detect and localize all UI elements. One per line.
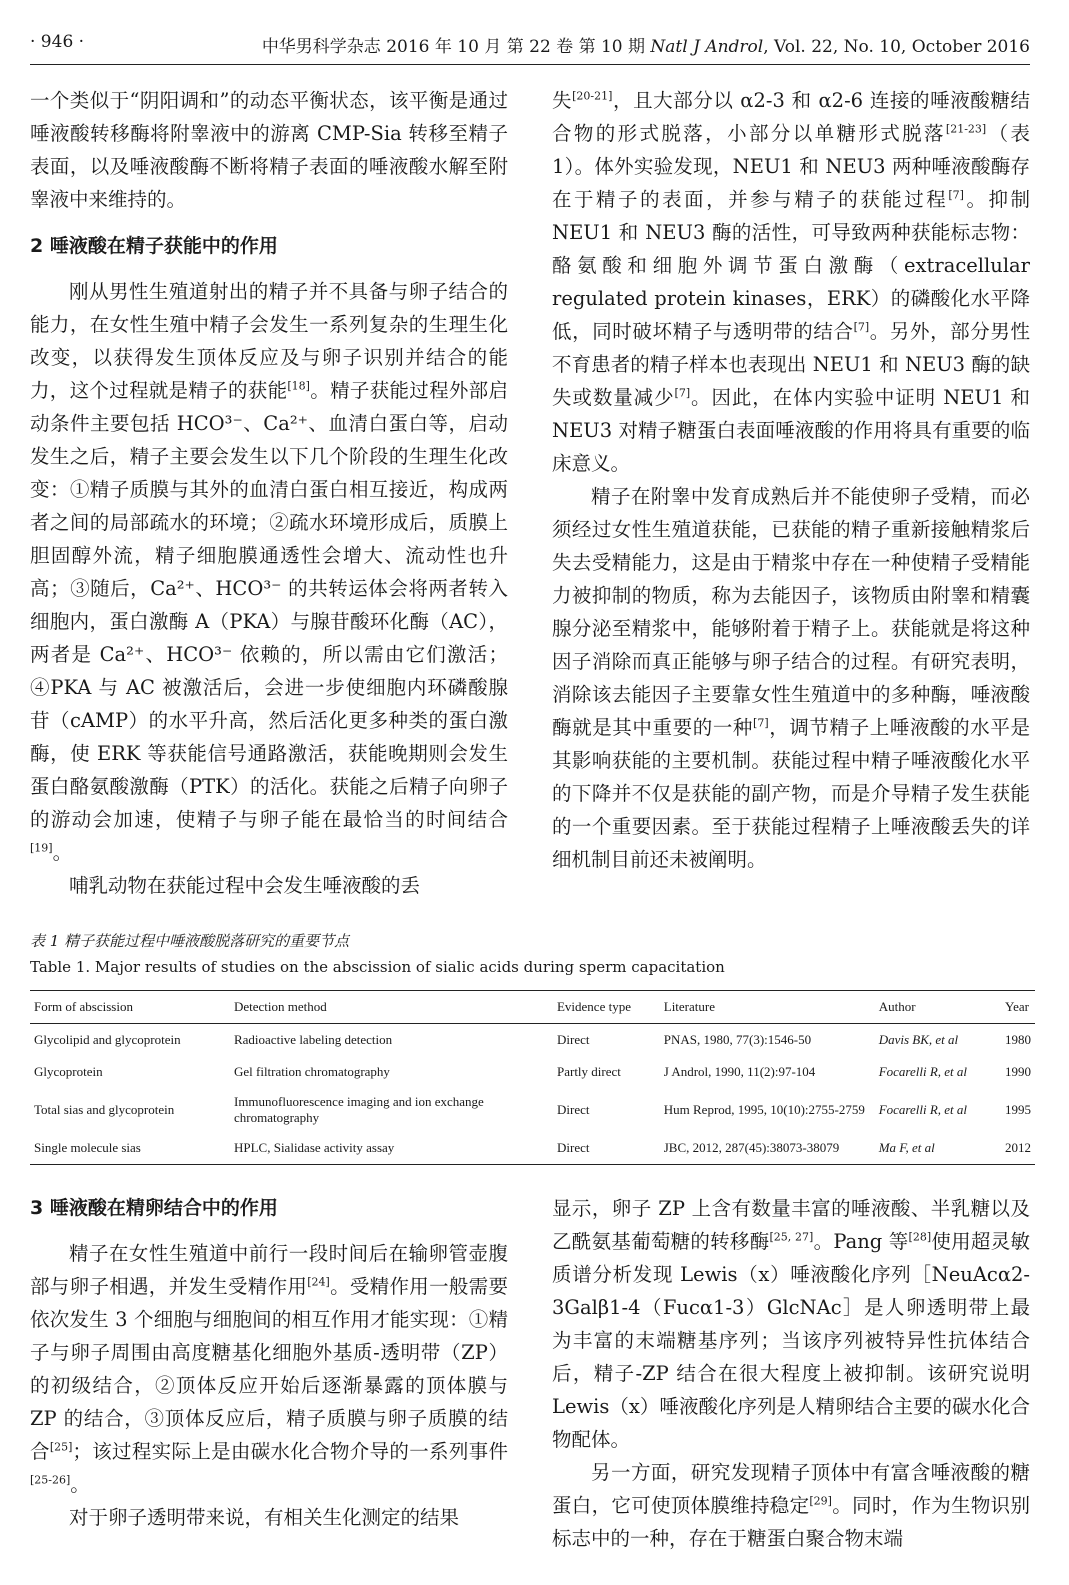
header-cell: Literature xyxy=(663,999,715,1014)
text: 显示，卵子 ZP 上含有数量丰富的唾液酸、半乳糖以及乙酰氨基葡萄糖的转移酶 xyxy=(552,1197,1030,1253)
table-caption-en: Table 1. Major results of studies on the abscission of sialic acids during sperm capacitation xyxy=(30,958,725,976)
cell: Direct xyxy=(556,1032,590,1047)
cell: 1990 xyxy=(1005,1064,1031,1079)
citation: [28] xyxy=(908,1230,932,1244)
text: 精子在附睾中发育成熟后并不能使卵子受精，而必须经过女性生殖道获能，已获能的精子重新接触精浆后失去受精能力，这是由于精浆中存在一种使精子受精能力被抑制的物质，称为去能因子，该物质由附睾和精囊腺分泌至精浆中，能够附着于精子上。获能就是将这种因子消除而真正能够与卵子结合的过程。有研究表明，消除该去能因子主要靠女性生殖道中的多种酶，唾液酸酶就是其中重要的一种 xyxy=(552,485,1030,739)
header-cell: Author xyxy=(878,999,916,1014)
text: 另一方面，研究发现精子顶体中有富含唾液酸的糖蛋白，它可使顶体膜维持稳定 xyxy=(552,1461,1030,1517)
citation: [25] xyxy=(49,1440,73,1454)
journal-citation xyxy=(262,32,1030,57)
text: 失 xyxy=(552,89,573,112)
text: 精子在女性生殖道中前行一段时间后在输卵管壶腹部与卵子相遇，并发生受精作用 xyxy=(30,1242,508,1298)
cell: Partly direct xyxy=(556,1064,621,1079)
header-cell: Year xyxy=(1005,999,1029,1014)
text: 。受精作用一般需要依次发生 3 个细胞与细胞间的相互作用才能实现：①精子与卵子周围由高度糖基化细胞外基质-透明带（ZP）的初级结合，②顶体反应开始后逐渐暴露的顶体膜与 ZP 的结合，③顶体反应后，精子质膜与卵子质膜的结合 xyxy=(30,1275,508,1463)
cell: JBC, 2012, 287(45):38073-38079 xyxy=(663,1140,840,1155)
citation: [21-23] xyxy=(945,122,987,136)
paragraph xyxy=(30,1237,508,1501)
cell: Glycolipid and glycoprotein xyxy=(34,1032,181,1047)
cell: J Androl, 1990, 11(2):97-104 xyxy=(663,1064,816,1079)
citation: [19] xyxy=(30,841,53,855)
text: 使用超灵敏质谱分析发现 Lewis（x）唾液酸化序列［NeuAcα2-3Galβ1-4（Fucα1-3）GlcNAc］是人卵透明带上最为丰富的末端糖基序列；当该序列被特异性抗体结合后，精子-ZP 结合在很大程度上被抑制。该研究说明 Lewis（x）唾液酸化序列是人精卵结合主要的碳水化合物配体。 xyxy=(552,1230,1030,1451)
paragraph xyxy=(552,1192,1030,1456)
table-row xyxy=(30,1132,1035,1165)
results-table xyxy=(30,990,1035,1165)
paragraph xyxy=(552,84,1030,480)
running-header xyxy=(30,30,1030,65)
text: 。因此，在体内实验中证明 NEU1 和 NEU3 对精子糖蛋白表面唾液酸的作用将具有重要的临床意义。 xyxy=(552,386,1030,475)
text: 。同时，作为生物识别标志中的一种，存在于糖蛋白聚合物末端 xyxy=(552,1494,1030,1550)
column-bottom-left xyxy=(30,1192,508,1534)
cell: PNAS, 1980, 77(3):1546-50 xyxy=(663,1032,812,1047)
table-row xyxy=(30,1088,1035,1132)
cell: Davis BK, et al xyxy=(878,1032,959,1047)
citation: [7] xyxy=(753,716,769,730)
text: 。Pang 等 xyxy=(813,1230,909,1253)
paragraph xyxy=(30,275,508,869)
paragraph: 哺乳动物在获能过程中会发生唾液酸的丢 xyxy=(69,874,421,897)
text: 。 xyxy=(52,841,73,864)
header-cell: Evidence type xyxy=(556,999,631,1014)
header-cell: Form of abscission xyxy=(34,999,133,1014)
cell: Single molecule sias xyxy=(34,1140,141,1155)
cell: HPLC, Sialidase activity assay xyxy=(233,1140,395,1155)
text: 。另外，部分男性不育患者的精子样本也表现出 NEU1 和 NEU3 酶的缺失或数量减少 xyxy=(552,320,1030,409)
citation: [25, 27] xyxy=(769,1230,814,1244)
citation: [25-26] xyxy=(30,1473,71,1487)
text: （表 1）。体外实验发现，NEU1 和 NEU3 两种唾液酸酶存在于精子的表面，并参与精子的获能过程 xyxy=(552,122,1030,211)
column-top-left xyxy=(30,84,508,902)
section-heading-2: 2 唾液酸在精子获能中的作用 xyxy=(30,235,278,257)
cell: 1995 xyxy=(1005,1102,1031,1117)
journal-en-volume: , Vol. 22, No. 10, October 2016 xyxy=(763,37,1030,57)
cell: Radioactive labeling detection xyxy=(233,1032,393,1047)
cell: 1980 xyxy=(1005,1032,1031,1047)
cell: Immunofluorescence imaging and ion exchange chromatography xyxy=(233,1094,484,1125)
text: ，且大部分以 α2-3 和 α2-6 连接的唾液酸糖结合物的形式脱落，小部分以单糖形式脱落 xyxy=(552,89,1030,145)
citation: [20-21] xyxy=(572,89,613,103)
journal-cn: 中华男科学杂志 2016 年 10 月 第 22 卷 第 10 期 xyxy=(261,37,646,57)
cell: Ma F, et al xyxy=(878,1140,935,1155)
cell: Hum Reprod, 1995, 10(10):2755-2759 xyxy=(663,1102,865,1117)
cell: Glycoprotein xyxy=(34,1064,103,1079)
paragraph: 一个类似于“阴阳调和”的动态平衡状态，该平衡是通过唾液酸转移酶将附睾液中的游离 CMP-Sia 转移至精子表面，以及唾液酸酶不断将精子表面的唾液酸水解至附睾液中来维持的。 xyxy=(30,89,508,211)
citation: [7] xyxy=(674,386,691,400)
section-heading-3: 3 唾液酸在精卵结合中的作用 xyxy=(30,1197,278,1219)
journal-en-title: Natl J Androl xyxy=(650,37,764,57)
paragraph: 对于卵子透明带来说，有相关生化测定的结果 xyxy=(69,1506,460,1529)
cell: Focarelli R, et al xyxy=(878,1102,968,1117)
cell: Gel filtration chromatography xyxy=(233,1064,390,1079)
citation: [18] xyxy=(287,379,310,393)
cell: Direct xyxy=(556,1140,590,1155)
text: 刚从男性生殖道射出的精子并不具备与卵子结合的能力，在女性生殖中精子会发生一系列复杂的生理生化改变，以获得发生顶体反应及与卵子识别并结合的能力，这个过程就是精子的获能 xyxy=(30,280,508,402)
table-caption-zh: 表 1 精子获能过程中唾液酸脱落研究的重要节点 xyxy=(30,932,350,950)
paragraph xyxy=(552,1456,1030,1555)
column-top-right xyxy=(552,84,1030,876)
cell: Focarelli R, et al xyxy=(878,1064,968,1079)
table-row xyxy=(30,1056,1035,1088)
text: 。 xyxy=(70,1473,90,1496)
text: ；该过程实际上是由碳水化合物介导的一系列事件 xyxy=(72,1440,508,1463)
cell: Total sias and glycoprotein xyxy=(34,1102,175,1117)
paragraph xyxy=(552,480,1030,876)
text: ，调节精子上唾液酸的水平是其影响获能的主要机制。获能过程中精子唾液酸化水平的下降并不仅是获能的副产物，而是介导精子发生获能的一个重要因素。至于获能过程精子上唾液酸丢失的详细机制目前还未被阐明。 xyxy=(552,716,1030,871)
text: 。抑制 NEU1 和 NEU3 酶的活性，可导致两种获能标志物：酪氨酸和细胞外调节蛋白激酶（extracellular regulated protein kinases，ERK）的磷酸化水平降低，同时破坏精子与透明带的结合 xyxy=(552,188,1030,343)
text: 。精子获能过程外部启动条件主要包括 HCO³⁻、Ca²⁺、血清白蛋白等，启动发生之后，精子主要会发生以下几个阶段的生理生化改变：①精子质膜与其外的血清白蛋白相互接近，构成两者之间的局部疏水的环境；②疏水环境形成后，质膜上胆固醇外流，精子细胞膜通透性会增大、流动性也升高；③随后，Ca²⁺、HCO³⁻ 的共转运体会将两者转入细胞内，蛋白激酶 A（PKA）与腺苷酸环化酶（AC），两者是 Ca²⁺、HCO³⁻ 依赖的，所以需由它们激活；④PKA 与 AC 被激活后，会进一步使细胞内环磷酸腺苷（cAMP）的水平升高，然后活化更多种类的蛋白激酶，使 ERK 等获能信号通路激活，获能晚期则会发生蛋白酪氨酸激酶（PTK）的活化。获能之后精子向卵子的游动会加速，使精子与卵子能在最恰当的时间结合 xyxy=(30,379,508,831)
cell: Direct xyxy=(556,1102,590,1117)
cell: 2012 xyxy=(1005,1140,1031,1155)
citation: [7] xyxy=(948,188,964,202)
column-bottom-right xyxy=(552,1192,1030,1555)
citation: [7] xyxy=(853,320,870,334)
page-number: · 946 · xyxy=(30,32,85,52)
table-row xyxy=(30,1024,1035,1057)
citation: [24] xyxy=(307,1275,330,1289)
header-cell: Detection method xyxy=(233,999,327,1014)
table-header-row xyxy=(30,991,1035,1024)
citation: [29] xyxy=(809,1494,832,1508)
